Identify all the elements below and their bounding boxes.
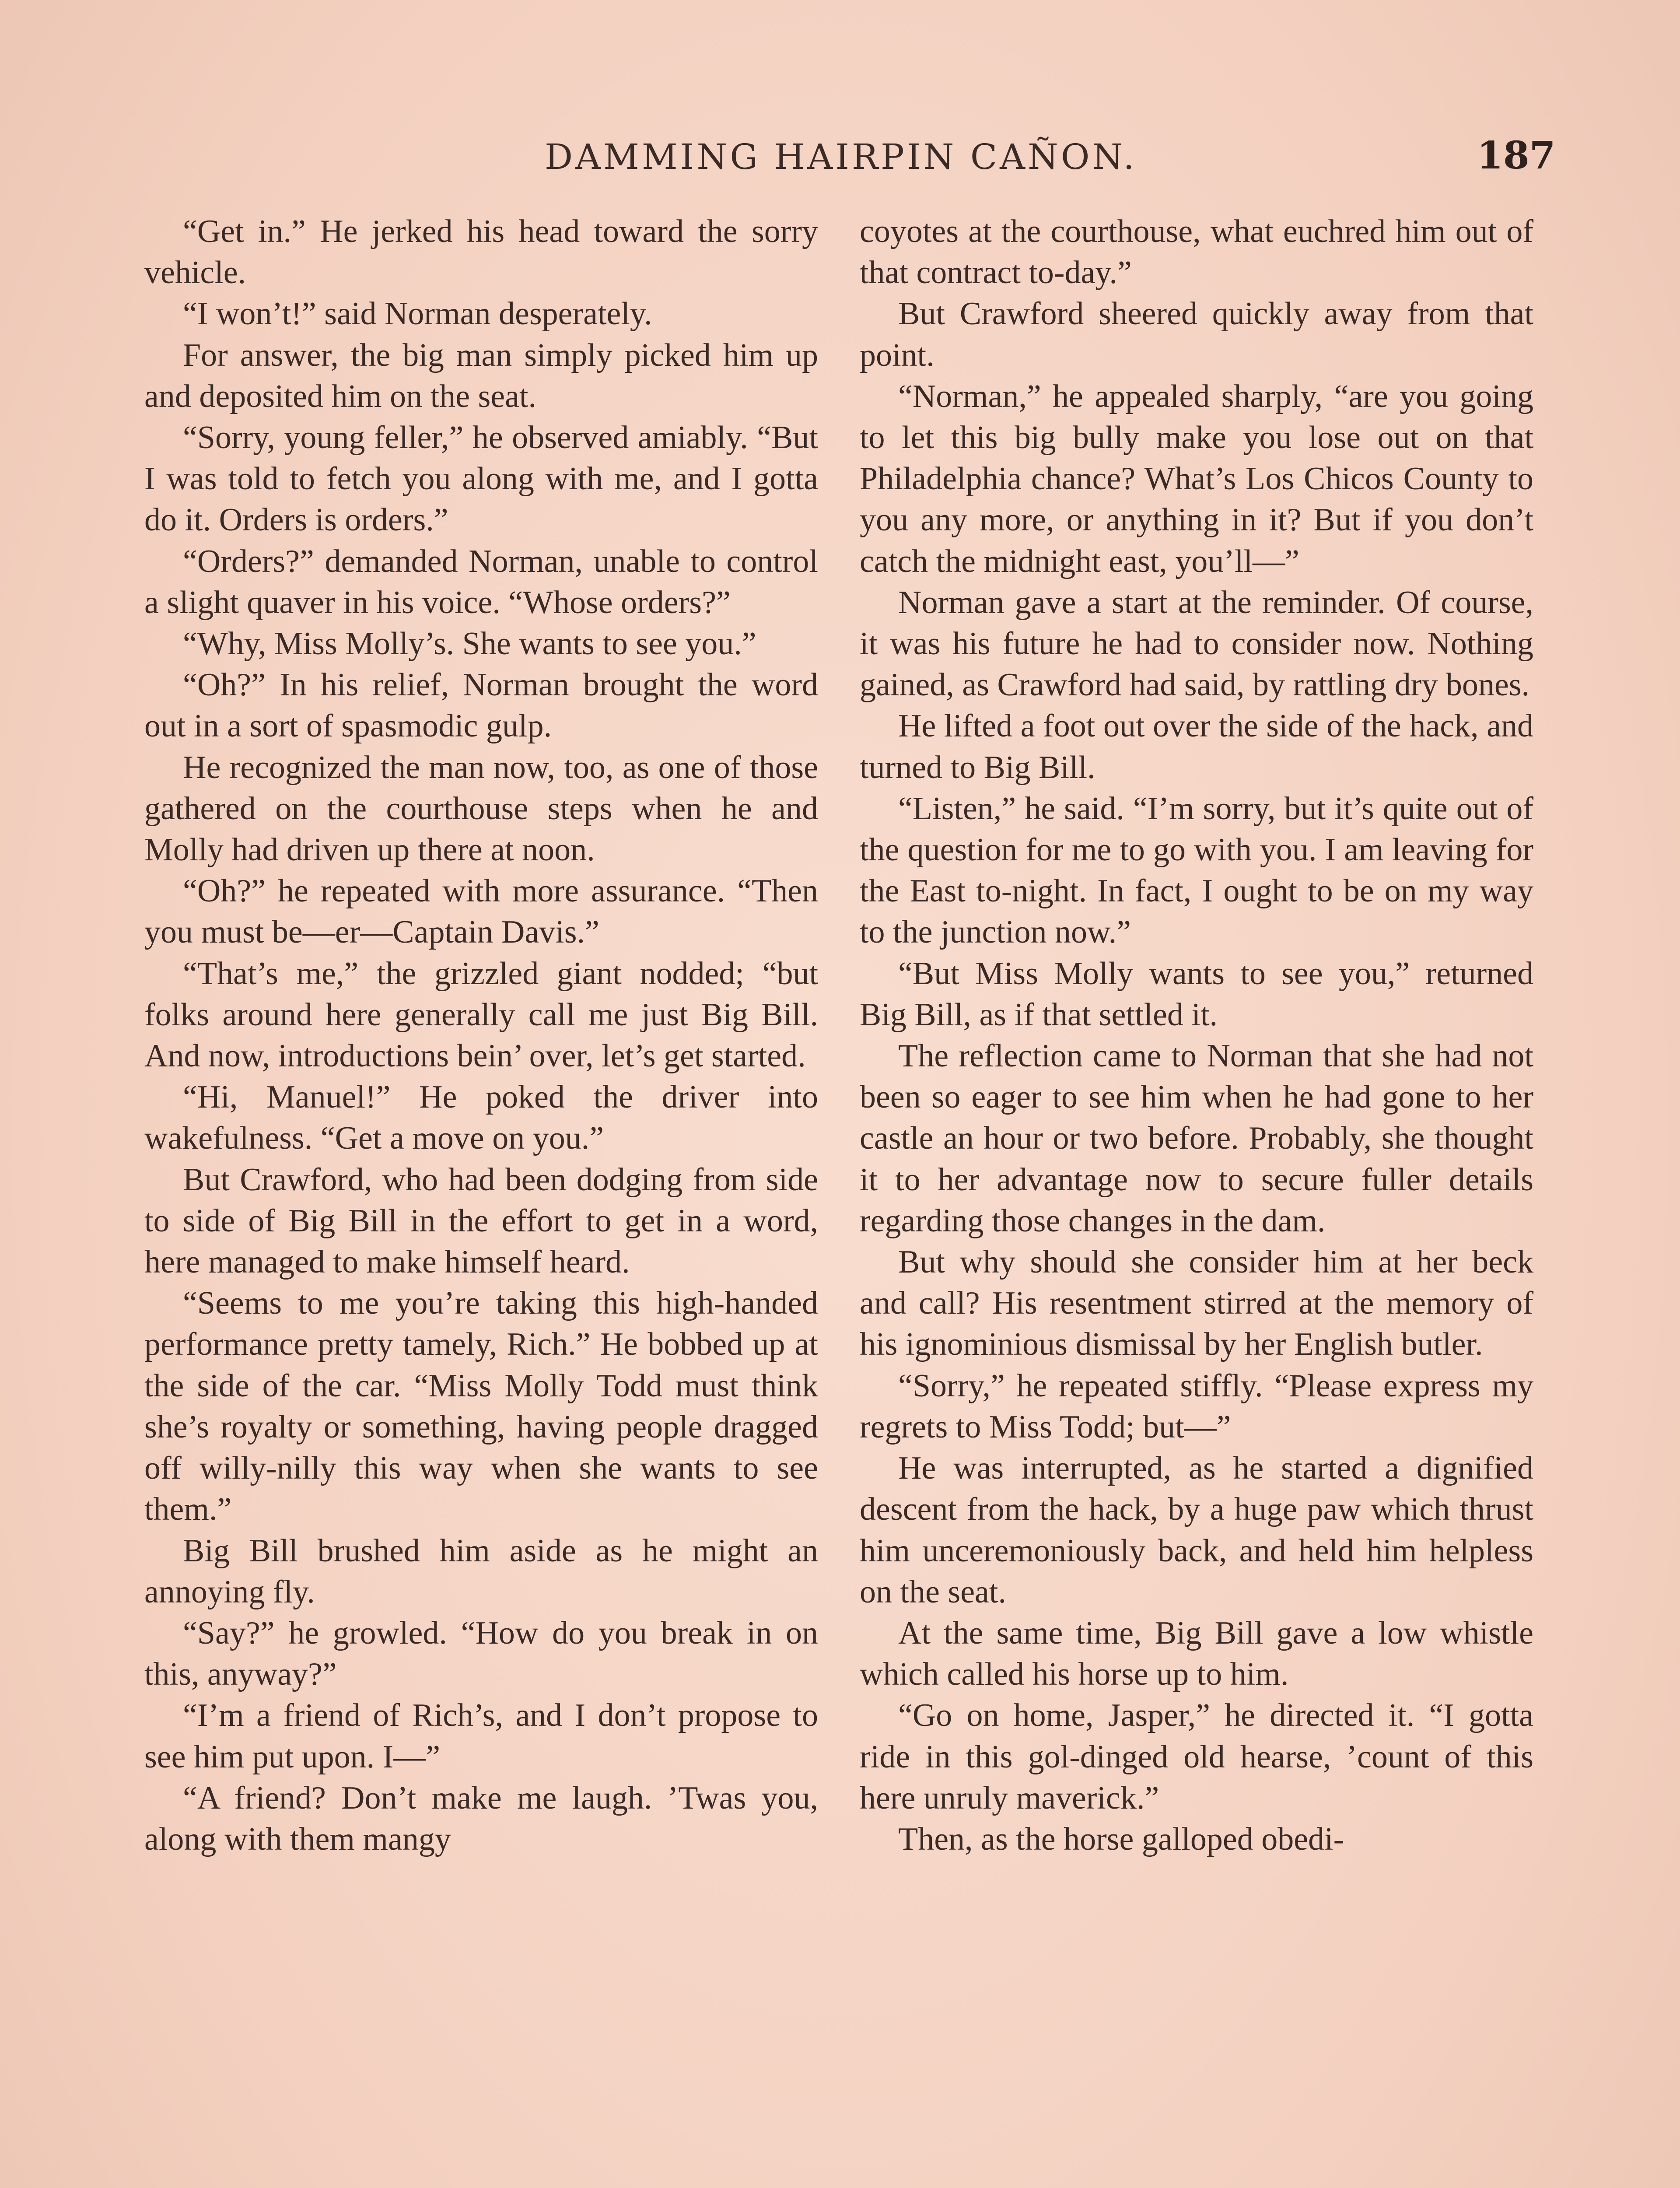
- paragraph: He lifted a foot out over the side of the hack, and turned to Big Bill.: [860, 708, 1533, 785]
- paragraph: “Norman,” he appealed sharply, “are you going to let this big bully make you lose out on that Philadelphia chance? What’s Los Chicos County to you any more, or anything in it? But if you don’t catch the midnight east, you’ll—”: [860, 378, 1533, 579]
- paragraph: He recognized the man now, too, as one of those gathered on the courthouse steps when he and Molly had driven up there at noon.: [144, 749, 818, 868]
- paragraph: “Oh?” he repeated with more assurance. “Then you must be—er—Captain Davis.”: [144, 873, 818, 950]
- paragraph-continuation: coyotes at the courthouse, what euchred him out of that contract to-day.”: [860, 214, 1533, 291]
- paragraph: At the same time, Big Bill gave a low whistle which called his horse up to him.: [860, 1615, 1533, 1693]
- paragraph: Big Bill brushed him aside as he might an annoying fly.: [144, 1532, 818, 1610]
- paragraph: But why should she consider him at her beck and call? His resentment stirred at the memory of his ignominious dismissal by her English butler.: [860, 1244, 1533, 1363]
- paragraph: “Say?” he growled. “How do you break in on this, anyway?”: [144, 1615, 818, 1693]
- paragraph: “Sorry, young feller,” he observed amiably. “But I was told to fetch you along with me, and I gotta do it. Orders is orders.”: [144, 420, 818, 538]
- paragraph: For answer, the big man simply picked him up and deposited him on the seat.: [144, 337, 818, 414]
- paragraph: But Crawford, who had been dodging from side to side of Big Bill in the effort to get in a word, here managed to make himself heard.: [144, 1161, 818, 1280]
- paragraph: “Why, Miss Molly’s. She wants to see you.”: [183, 626, 756, 662]
- paragraph: “Listen,” he said. “I’m sorry, but it’s quite out of the question for me to go with you. I am leaving for the East to-night. In fact, I ought to be on my way to the junction now.”: [860, 790, 1533, 950]
- paragraph: “I won’t!” said Norman desperately.: [183, 296, 652, 332]
- running-head: DAMMING HAIRPIN CAÑON.: [545, 137, 1137, 177]
- text-column-right: [860, 211, 1533, 1860]
- paragraph: “A friend? Don’t make me laugh. ’Twas you, along with them mangy: [144, 1780, 818, 1857]
- paragraph: “Oh?” In his relief, Norman brought the word out in a sort of spasmodic gulp.: [144, 667, 818, 744]
- paragraph: “Seems to me you’re taking this high-handed performance pretty tamely, Rich.” He bobbed up at the side of the car. “Miss Molly Todd must think she’s royalty or something, having people dragged off willy-nilly this way when she wants to see them.”: [144, 1285, 818, 1528]
- paragraph: But Crawford sheered quickly away from that point.: [860, 296, 1533, 373]
- paragraph: Norman gave a start at the reminder. Of course, it was his future he had to consider now. Nothing gained, as Crawford had said, by rattling dry bones.: [860, 584, 1533, 703]
- paragraph: He was interrupted, as he started a dignified descent from the hack, by a huge paw which thrust him unceremoniously back, and held him helpless on the seat.: [860, 1450, 1533, 1610]
- paragraph: “But Miss Molly wants to see you,” returned Big Bill, as if that settled it.: [860, 955, 1533, 1033]
- paragraph: “That’s me,” the grizzled giant nodded; “but folks around here generally call me just Big Bill. And now, introductions bein’ over, let’s get started.: [144, 955, 818, 1074]
- paragraph: “Orders?” demanded Norman, unable to control a slight quaver in his voice. “Whose orders?”: [144, 543, 818, 621]
- paragraph: Then, as the horse galloped obedi-: [898, 1821, 1344, 1857]
- paragraph: The reflection came to Norman that she had not been so eager to see him when he had gone to her castle an hour or two before. Probably, she thought it to her advantage now to secure fuller details regarding those changes in the dam.: [860, 1038, 1533, 1239]
- page-number: 187: [1477, 133, 1556, 178]
- paragraph: “Get in.” He jerked his head toward the sorry vehicle.: [144, 214, 818, 291]
- paragraph: “Sorry,” he repeated stiffly. “Please express my regrets to Miss Todd; but—”: [860, 1368, 1533, 1445]
- paragraph: “Hi, Manuel!” He poked the driver into wakefulness. “Get a move on you.”: [144, 1079, 818, 1157]
- text-column-left: [144, 211, 818, 1860]
- paragraph: “I’m a friend of Rich’s, and I don’t propose to see him put upon. I—”: [144, 1697, 818, 1775]
- paragraph: “Go on home, Jasper,” he directed it. “I gotta ride in this gol-dinged old hearse, ’count of this here unruly maverick.”: [860, 1697, 1533, 1816]
